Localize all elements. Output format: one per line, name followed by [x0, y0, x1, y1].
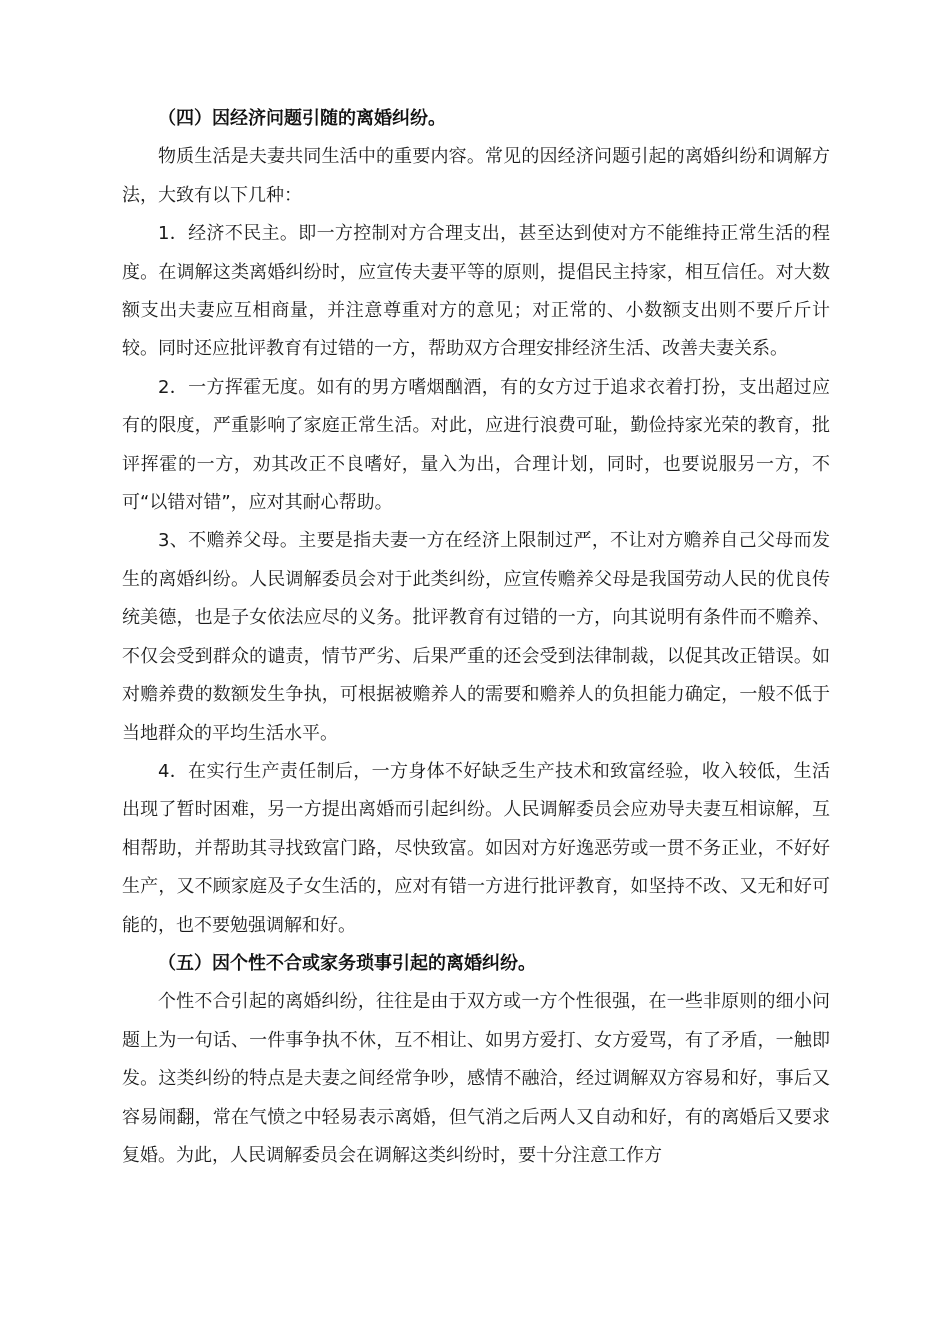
paragraph-item-2: 2．一方挥霍无度。如有的男方嗜烟酗酒，有的女方过于追求衣着打扮，支出超过应有的限度，严重影响了家庭正常生活。对此，应进行浪费可耻，勤俭持家光荣的教育，批评挥霍的一方，劝其改正不良嗜好，量入为出，合理计划，同时，也要说服另一方，不可“以错对错”，应对其耐心帮助。 [122, 376, 830, 514]
paragraph-item-1: 1．经济不民主。即一方控制对方合理支出，甚至达到使对方不能维持正常生活的程度。在调解这类离婚纠纷时，应宣传夫妻平等的原则，提倡民主持家，相互信任。对大数额支出夫妻应互相商量，并注意尊重对方的意见；对正常的、小数额支出则不要斤斤计较。同时还应批评教育有过错的一方，帮助双方合理安排经济生活、改善夫妻关系。 [122, 223, 830, 360]
paragraph-item-4: 4．在实行生产责任制后，一方身体不好缺乏生产技术和致富经验，收入较低，生活出现了暂时困难，另一方提出离婚而引起纠纷。人民调解委员会应劝导夫妻互相谅解，互相帮助，并帮助其寻找致富门路，尽快致富。如因对方好逸恶劳或一贯不务正业，不好好生产，又不顾家庭及子女生活的，应对有错一方进行批评教育，如坚持不改、又无和好可能的，也不要勉强调解和好。 [122, 760, 830, 936]
paragraph-item-3: 3、不赡养父母。主要是指夫妻一方在经济上限制过严，不让对方赡养自己父母而发生的离婚纠纷。人民调解委员会对于此类纠纷，应宣传赡养父母是我国劳动人民的优良传统美德，也是子女依法应尽的义务。批评教育有过错的一方，向其说明有条件而不赡养、不仅会受到群众的谴责，情节严劣、后果严重的还会受到法律制裁，以促其改正错误。如对赡养费的数额发生争执，可根据被赡养人的需要和赡养人的负担能力确定，一般不低于当地群众的平均生活水平。 [122, 530, 830, 744]
paragraph-personality: 个性不合引起的离婚纠纷，往往是由于双方或一方个性很强，在一些非原则的细小问题上为一句话、一件事争执不休，互不相让、如男方爱打、女方爱骂，有了矛盾，一触即发。这类纠纷的特点是夫妻之间经常争吵，感情不融洽，经过调解双方容易和好，事后又容易闹翻，常在气愤之中轻易表示离婚，但气消之后两人又自动和好，有的离婚后又要求复婚。为此，人民调解委员会在调解这类纠纷时，要十分注意工作方 [122, 991, 830, 1166]
paragraph-intro: 物质生活是夫妻共同生活中的重要内容。常见的因经济问题引起的离婚纠纷和调解方法，大致有以下几种： [122, 146, 830, 206]
section-heading-5: （五）因个性不合或家务琐事引起的离婚纠纷。 [158, 952, 536, 974]
document-page [122, 100, 830, 1175]
section-heading-4: （四）因经济问题引随的离婚纠纷。 [158, 108, 446, 129]
